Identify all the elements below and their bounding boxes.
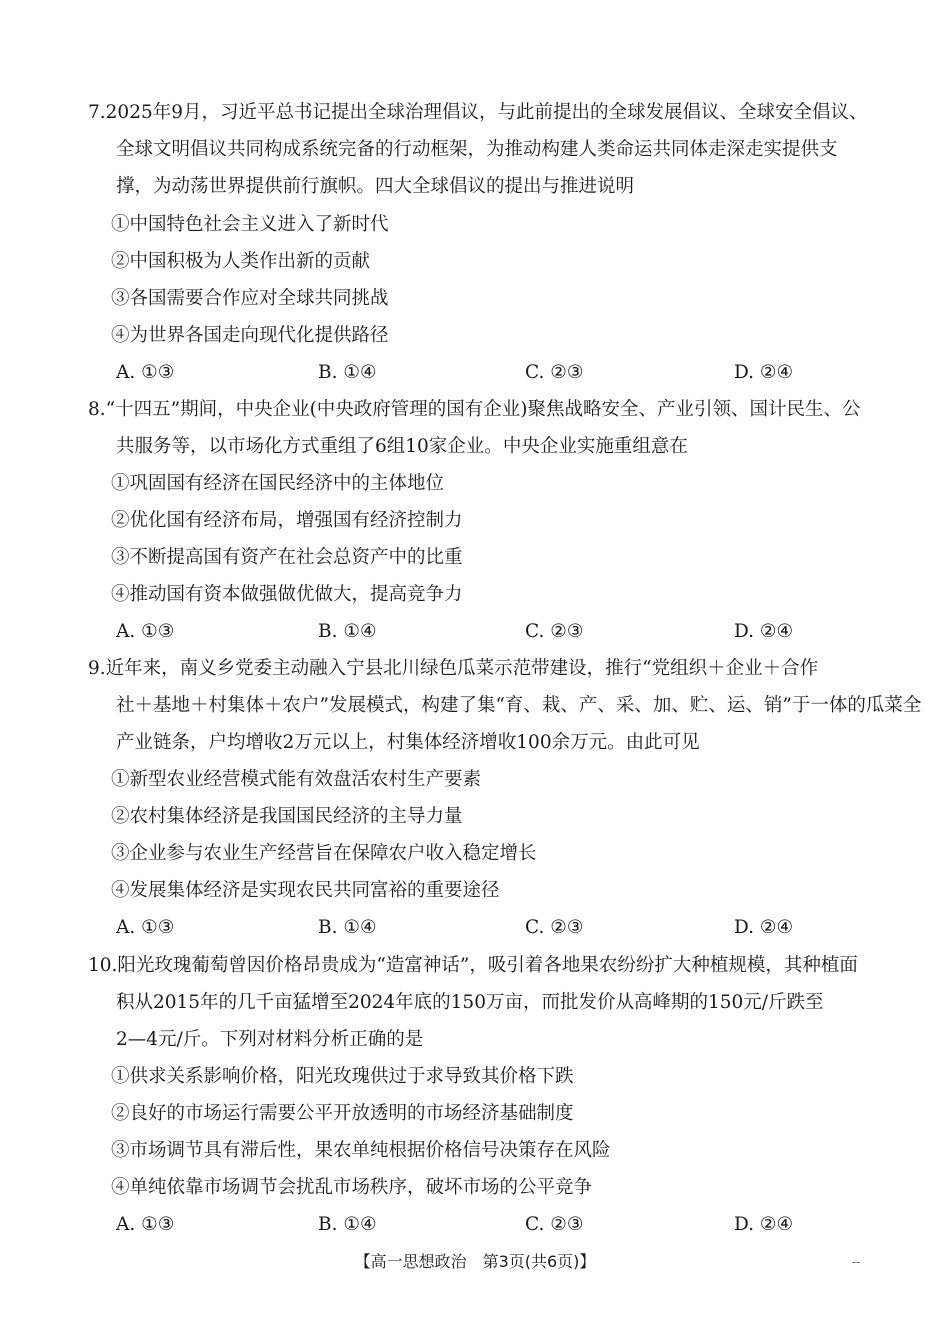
question-9-stem-line-1: 9.近年来，南义乡党委主动融入宁县北川绿色瓜菜示范带建设，推行“党组织＋企业＋合作 [88, 658, 819, 679]
choice-b[interactable]: B. ①④ [318, 917, 377, 938]
question-10-item-4: ④单纯依靠市场调节会扰乱市场秩序，破坏市场的公平竞争 [111, 1177, 593, 1198]
choice-a[interactable]: A. ①③ [116, 1214, 175, 1235]
question-9-item-4: ④发展集体经济是实现农民共同富裕的重要途径 [111, 880, 500, 901]
question-7-item-1: ①中国特色社会主义进入了新时代 [111, 214, 389, 235]
question-10-stem-line-3: 2—4元/斤。下列对材料分析正确的是 [116, 1029, 424, 1050]
choice-d[interactable]: D. ②④ [734, 621, 794, 642]
choice-a[interactable]: A. ①③ [116, 917, 175, 938]
question-10-item-2: ②良好的市场运行需要公平开放透明的市场经济基础制度 [111, 1103, 574, 1124]
choice-a[interactable]: A. ①③ [116, 621, 175, 642]
question-10-stem-line-2: 积从2015年的几千亩猛增至2024年底的150万亩，而批发价从高峰期的150元/斤跌至 [116, 992, 824, 1013]
question-7-choices [0, 360, 950, 386]
question-8-item-2: ②优化国有经济布局，增强国有经济控制力 [111, 510, 463, 531]
choice-c[interactable]: C. ②③ [525, 362, 584, 383]
question-9-item-1: ①新型农业经营模式能有效盘活农村生产要素 [111, 769, 482, 790]
choice-b[interactable]: B. ①④ [318, 1214, 377, 1235]
choice-d[interactable]: D. ②④ [734, 917, 794, 938]
question-8-item-1: ①巩固国有经济在国民经济中的主体地位 [111, 473, 445, 494]
question-9-stem-line-2: 社＋基地＋村集体＋农户”发展模式，构建了集“育、栽、产、采、加、贮、运、销”于一体的瓜菜全 [116, 695, 922, 716]
question-9-item-2: ②农村集体经济是我国国民经济的主导力量 [111, 806, 463, 827]
question-7-item-3: ③各国需要合作应对全球共同挑战 [111, 288, 389, 309]
question-9-stem-line-3: 产业链条，户均增收2万元以上，村集体经济增收100余万元。由此可见 [116, 732, 700, 753]
page-footer: 【高一思想政治 第3页(共6页)】 [354, 1252, 596, 1271]
question-7-item-4: ④为世界各国走向现代化提供路径 [111, 325, 389, 346]
choice-a[interactable]: A. ①③ [116, 362, 175, 383]
choice-d[interactable]: D. ②④ [734, 1214, 794, 1235]
question-9-item-3: ③企业参与农业生产经营旨在保障农户收入稳定增长 [111, 843, 537, 864]
question-7-item-2: ②中国积极为人类作出新的贡献 [111, 251, 371, 272]
choice-c[interactable]: C. ②③ [525, 621, 584, 642]
question-7-stem-line-2: 全球文明倡议共同构成系统完备的行动框架，为推动构建人类命运共同体走深走实提供支 [116, 139, 838, 160]
question-7-stem-line-3: 撑，为动荡世界提供前行旗帜。四大全球倡议的提出与推进说明 [116, 176, 635, 197]
question-8-item-3: ③不断提高国有资产在社会总资产中的比重 [111, 547, 463, 568]
question-8-stem-line-2: 共服务等，以市场化方式重组了6组10家企业。中央企业实施重组意在 [116, 436, 688, 457]
question-8-choices [0, 619, 950, 645]
question-10-item-1: ①供求关系影响价格，阳光玫瑰供过于求导致其价格下跌 [111, 1066, 574, 1087]
choice-c[interactable]: C. ②③ [525, 1214, 584, 1235]
choice-d[interactable]: D. ②④ [734, 362, 794, 383]
question-8-item-4: ④推动国有资本做强做优做大，提高竞争力 [111, 584, 463, 605]
choice-b[interactable]: B. ①④ [318, 621, 377, 642]
question-10-item-3: ③市场调节具有滞后性，果农单纯根据价格信号决策存在风险 [111, 1140, 611, 1161]
choice-c[interactable]: C. ②③ [525, 917, 584, 938]
question-10-choices [0, 1212, 950, 1238]
question-7-stem-line-1: 7.2025年9月，习近平总书记提出全球治理倡议，与此前提出的全球发展倡议、全球安全倡议、 [88, 102, 868, 123]
corner-mark: -- [852, 1255, 861, 1269]
question-9-choices [0, 915, 950, 941]
question-8-stem-line-1: 8.“十四五”期间，中央企业(中央政府管理的国有企业)聚焦战略安全、产业引领、国计民生、公 [88, 399, 861, 420]
choice-b[interactable]: B. ①④ [318, 362, 377, 383]
question-10-stem-line-1: 10.阳光玫瑰葡萄曾因价格昂贵成为“造富神话”，吸引着各地果农纷纷扩大种植规模，其种植面 [88, 955, 858, 976]
